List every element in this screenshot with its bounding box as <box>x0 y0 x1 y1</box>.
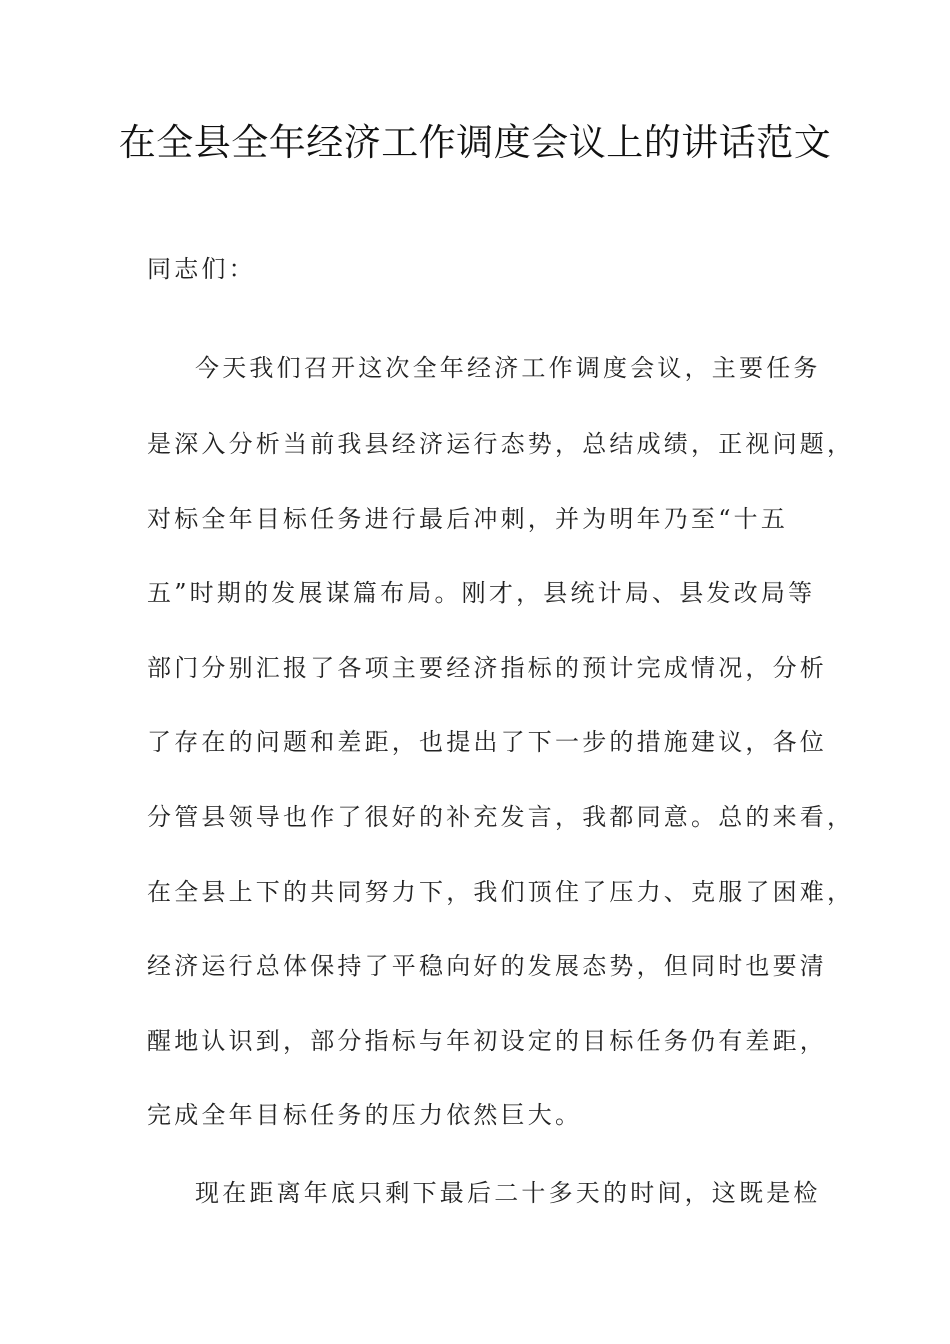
paragraph-1-line-4: 五”时期的发展谋篇布局。刚才，县统计局、县发改局等 <box>147 579 816 607</box>
paragraph-1-line-2: 是深入分析当前我县经济运行态势，总结成绩，正视问题， <box>147 430 855 458</box>
paragraph-1-line-3: 对标全年目标任务进行最后冲刺，并为明年乃至“十五 <box>147 505 789 533</box>
document-title: 在全县全年经济工作调度会议上的讲话范文 <box>118 121 832 164</box>
paragraph-1-line-8: 在全县上下的共同努力下，我们顶住了压力、克服了困难， <box>147 878 855 906</box>
paragraph-1-line-1: 今天我们召开这次全年经济工作调度会议，主要任务 <box>195 354 821 382</box>
paragraph-1-line-9: 经济运行总体保持了平稳向好的发展态势，但同时也要清 <box>147 952 827 980</box>
paragraph-1-line-7: 分管县领导也作了很好的补充发言，我都同意。总的来看， <box>147 803 855 831</box>
paragraph-1-line-5: 部门分别汇报了各项主要经济指标的预计完成情况，分析 <box>147 654 827 682</box>
paragraph-1-line-11: 完成全年目标任务的压力依然巨大。 <box>147 1101 583 1129</box>
paragraph-1-line-10: 醒地认识到，部分指标与年初设定的目标任务仍有差距， <box>147 1027 827 1055</box>
paragraph-2-line-1: 现在距离年底只剩下最后二十多天的时间，这既是检 <box>195 1179 821 1207</box>
greeting: 同志们： <box>147 255 256 283</box>
paragraph-1-line-6: 了存在的问题和差距，也提出了下一步的措施建议，各位 <box>147 728 827 756</box>
